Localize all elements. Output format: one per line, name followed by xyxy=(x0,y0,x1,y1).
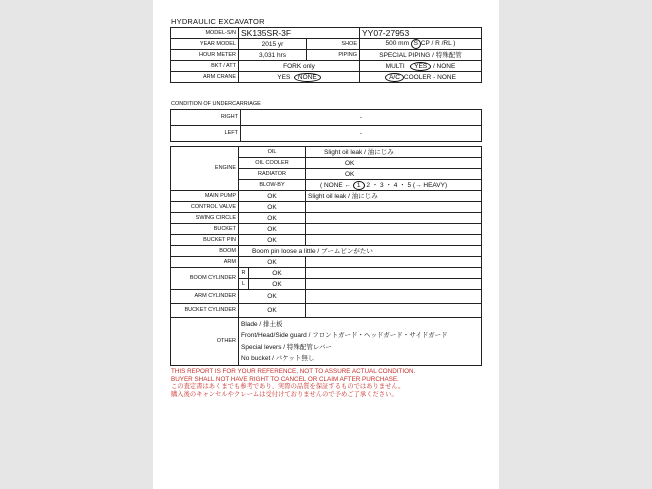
undercarriage-table xyxy=(170,109,482,142)
boom-value: Boom pin loose a little / ブームピンがたい xyxy=(239,246,482,257)
control-valve-value: OK xyxy=(239,202,306,213)
boom-label: BOOM xyxy=(171,246,239,257)
boom-cyl-l-label: L xyxy=(239,279,249,290)
spec-table xyxy=(170,27,482,83)
hour-value: 3,031 hrs xyxy=(239,50,307,61)
arm-cyl-note xyxy=(306,290,482,304)
year-label: YEAR MODEL xyxy=(171,39,239,50)
crane-yes: YES xyxy=(277,73,291,81)
shoe-selected: S xyxy=(411,39,421,49)
right-row xyxy=(171,110,482,126)
oil-cooler-value: OK xyxy=(306,158,482,169)
oil-value: Slight oil leak / 油にじみ xyxy=(306,147,482,158)
cooler-options: COOLER - NONE xyxy=(403,73,456,81)
other-line: Special levers / 特殊配管レバー xyxy=(241,343,332,351)
model-value: SK135SR-3F xyxy=(239,28,360,39)
bucket-pin-label: BUCKET PIN xyxy=(171,235,239,246)
crane-row xyxy=(171,72,482,83)
other-row xyxy=(171,318,482,366)
disclaimer-line: 購入後のキャンセルやクレームは受付けておりませんので予めご了承ください。 xyxy=(171,390,398,398)
blowby-cell xyxy=(306,180,482,191)
bucket-pin-row xyxy=(171,235,482,246)
oil-cooler-label: OIL COOLER xyxy=(239,158,306,169)
swing-value: OK xyxy=(239,213,306,224)
other-label: OTHER xyxy=(171,318,239,366)
arm-row xyxy=(171,257,482,268)
arm-note xyxy=(306,257,482,268)
bucket-value: OK xyxy=(239,224,306,235)
boom-cyl-r-row xyxy=(171,268,482,279)
other-line: Front/Head/Side guard / フロントガード・ヘッドガード・サイドガード xyxy=(241,332,448,340)
main-pump-value: OK xyxy=(239,191,306,202)
model-row xyxy=(171,28,482,39)
other-line: Blade / 排土板 xyxy=(241,321,283,328)
multi-selected: YES xyxy=(410,62,431,71)
arm-label: ARM xyxy=(171,257,239,268)
left-label: LEFT xyxy=(171,126,241,142)
bkt-label: BKT / ATT xyxy=(171,61,239,72)
blowby-scale: 2 ・ 3 ・ 4 ・ 5 (→ HEAVY) xyxy=(366,181,448,189)
boom-cyl-l-value: OK xyxy=(249,279,306,290)
main-pump-note: Slight oil leak / 油にじみ xyxy=(306,191,482,202)
swing-row xyxy=(171,213,482,224)
shoe-options: CP / R /RL ) xyxy=(420,40,456,47)
arm-cyl-label: ARM CYLINDER xyxy=(171,290,239,304)
bucket-cyl-value: OK xyxy=(239,304,306,318)
piping-label: PIPING xyxy=(307,50,360,61)
main-pump-label: MAIN PUMP xyxy=(171,191,239,202)
blowby-label: BLOW-BY xyxy=(239,180,306,191)
bucket-note xyxy=(306,224,482,235)
cooler-cell xyxy=(360,72,482,83)
other-line: No bucket / バケット無し xyxy=(241,354,315,362)
oil-label: OIL xyxy=(239,147,306,158)
control-valve-row xyxy=(171,202,482,213)
blowby-none: ( NONE ← xyxy=(320,181,352,189)
right-value: - xyxy=(241,110,482,126)
left-row xyxy=(171,126,482,142)
crane-cell xyxy=(239,72,360,83)
bucket-pin-value: OK xyxy=(239,235,306,246)
blowby-selected: 1 xyxy=(353,181,365,190)
multi-options: / NONE xyxy=(432,62,456,70)
shoe-value: 500 mm xyxy=(385,40,409,47)
radiator-value: OK xyxy=(306,169,482,180)
disclaimer-line: THIS REPORT IS FOR YOUR REFERENCE, NOT TO ASSURE ACTUAL CONDITION. xyxy=(171,368,416,375)
bucket-row xyxy=(171,224,482,235)
bucket-pin-note xyxy=(306,235,482,246)
report-title: HYDRAULIC EXCAVATOR xyxy=(171,17,265,26)
left-value: - xyxy=(241,126,482,142)
right-label: RIGHT xyxy=(171,110,241,126)
other-notes xyxy=(239,318,482,366)
shoe-label: SHOE xyxy=(307,39,360,50)
boom-cyl-r-label: R xyxy=(239,268,249,279)
crane-label: ARM CRANE xyxy=(171,72,239,83)
control-valve-note xyxy=(306,202,482,213)
radiator-label: RADIATOR xyxy=(239,169,306,180)
control-valve-label: CONTROL VALVE xyxy=(171,202,239,213)
hour-label: HOUR METER xyxy=(171,50,239,61)
arm-cyl-row xyxy=(171,290,482,304)
disclaimer xyxy=(171,368,415,398)
crane-selected: NONE xyxy=(294,73,321,82)
multi-cell xyxy=(360,61,482,72)
arm-cyl-value: OK xyxy=(239,290,306,304)
cooler-selected: A/C xyxy=(385,73,404,82)
year-row xyxy=(171,39,482,50)
boom-cyl-l-note xyxy=(306,279,482,290)
boom-row xyxy=(171,246,482,257)
model-label: MODEL-S/N xyxy=(171,28,239,39)
main-pump-row xyxy=(171,191,482,202)
engine-label: ENGINE xyxy=(171,147,239,191)
shoe-cell xyxy=(360,39,482,50)
undercarriage-title: CONDITION OF UNDERCARRIAGE xyxy=(171,101,261,107)
piping-value: SPECIAL PIPING / 特殊配管 xyxy=(360,50,482,61)
bucket-cyl-note xyxy=(306,304,482,318)
boom-cyl-r-note xyxy=(306,268,482,279)
hour-row xyxy=(171,50,482,61)
disclaimer-line: この査定書はあくまでも参考であり、実際の品質を保証するものではありません。 xyxy=(171,383,405,391)
bucket-cyl-row xyxy=(171,304,482,318)
arm-value: OK xyxy=(239,257,306,268)
swing-note xyxy=(306,213,482,224)
bucket-label: BUCKET xyxy=(171,224,239,235)
boom-cyl-r-value: OK xyxy=(249,268,306,279)
serial-value: YY07-27953 xyxy=(360,28,482,39)
bkt-row xyxy=(171,61,482,72)
year-value: 2015 yr xyxy=(239,39,307,50)
boom-cyl-label: BOOM CYLINDER xyxy=(171,268,239,290)
disclaimer-line: BUYER SHALL NOT HAVE RIGHT TO CANCEL OR CLAIM AFTER PURCHASE. xyxy=(171,375,399,383)
swing-label: SWING CIRCLE xyxy=(171,213,239,224)
engine-oil-row xyxy=(171,147,482,158)
bucket-cyl-label: BUCKET CYLINDER xyxy=(171,304,239,318)
condition-table xyxy=(170,146,482,366)
bkt-value: FORK only xyxy=(239,61,360,72)
multi-label: MULTI xyxy=(385,62,405,70)
